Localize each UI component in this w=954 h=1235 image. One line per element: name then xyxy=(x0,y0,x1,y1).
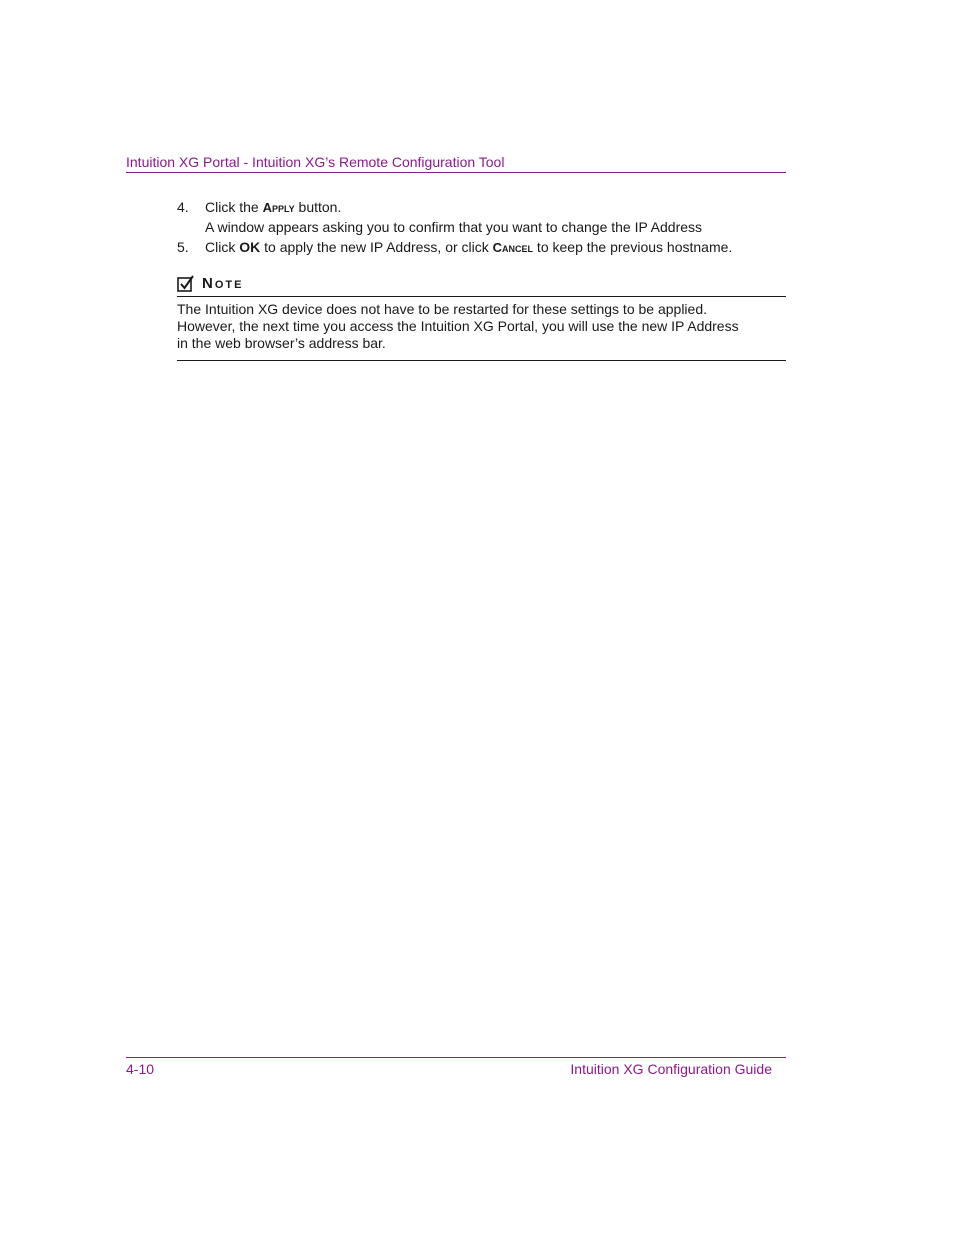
guide-title: Intuition XG Configuration Guide xyxy=(570,1061,772,1077)
header-title: Intuition XG Portal - Intuition XG’s Remote Configuration Tool xyxy=(126,154,505,170)
ok-button-reference: OK xyxy=(239,239,261,255)
note-line: in the web browser’s address bar. xyxy=(177,335,386,351)
step-text-part: Click xyxy=(205,239,240,255)
page-number: 4-10 xyxy=(126,1061,155,1077)
note-label: Note xyxy=(202,275,244,292)
step-text-part: to keep the previous hostname. xyxy=(533,239,733,255)
page-header xyxy=(126,153,786,173)
step-text-part: Click the xyxy=(205,199,263,215)
step-text xyxy=(205,199,341,215)
checkbox-check-icon xyxy=(177,275,195,293)
step-text-part: to apply the new IP Address, or click xyxy=(260,239,493,255)
step-text xyxy=(205,239,732,255)
step-4-result: A window appears asking you to confirm that you want to change the IP Address xyxy=(205,219,703,235)
cancel-button-reference: Cancel xyxy=(492,240,534,255)
note-heading xyxy=(177,274,786,297)
apply-button-reference: Apply xyxy=(262,200,295,215)
note-body xyxy=(177,301,786,361)
note-line: The Intuition XG device does not have to be restarted for these settings to be applied. xyxy=(177,301,707,317)
step-number: 5. xyxy=(177,239,189,255)
page-footer xyxy=(126,1057,786,1078)
step-number: 4. xyxy=(177,199,189,215)
note-line: However, the next time you access the Intuition XG Portal, you will use the new IP Address xyxy=(177,318,739,334)
step-text-part: button. xyxy=(294,199,342,215)
